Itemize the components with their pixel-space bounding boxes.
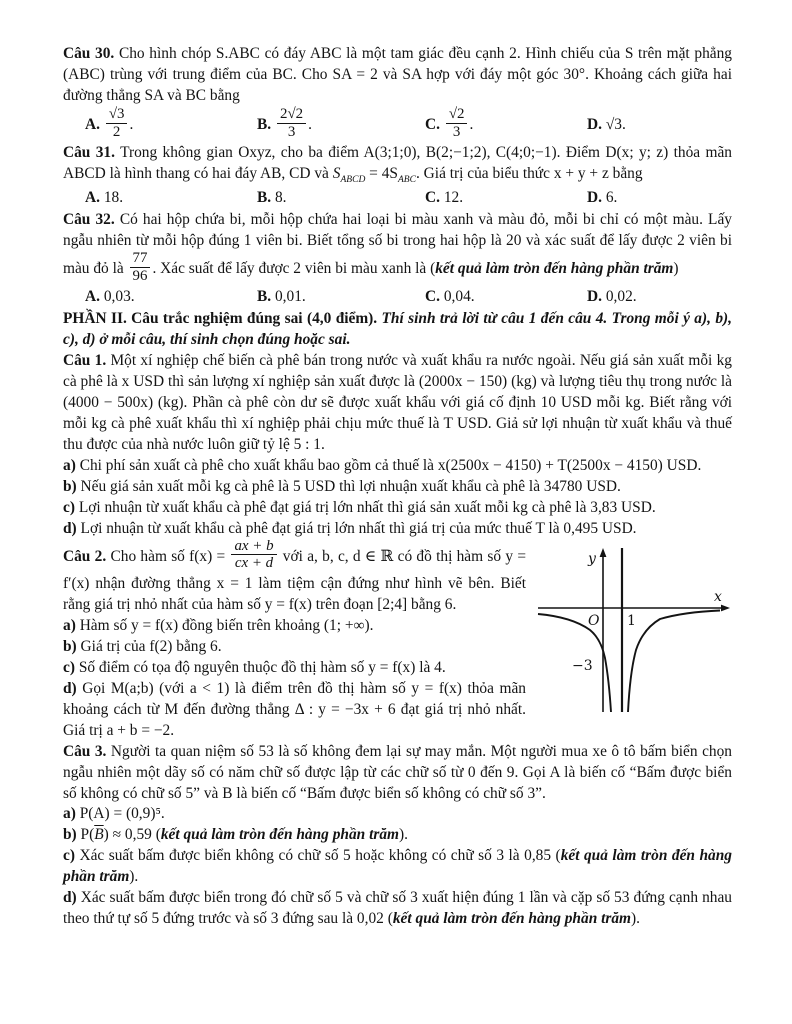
question-2-stem-pre: Cho hàm số f(x) = (110, 547, 230, 565)
fraction: $\frac{√2}{3}$ (446, 106, 468, 140)
x-axis-arrow (721, 604, 730, 611)
option-b-key: B. (257, 115, 272, 133)
fraction: $\frac{2√2}{3}$ (277, 106, 306, 140)
question-31-label: Câu 31. (63, 144, 115, 162)
question-3-item-d: d) Xác suất bấm được biển trong đó chữ số 5 và chữ số 3 xuất hiện đúng 1 lần và cặp số 53 đứng cạnh nhau theo thứ tự số 5 đứng trước và số 3 đứng sau là 0,02 (kết quả làm tròn đến hàng phần trăm). (63, 889, 732, 928)
option-d-key: D. (587, 115, 602, 133)
question-30-label: Câu 30. (63, 45, 115, 62)
question-31-options (85, 188, 732, 209)
question-1 (63, 351, 732, 456)
question-2-item-c: c) Số điểm có tọa độ nguyên thuộc đồ thị hàm số y = f(x) là 4. (63, 658, 446, 676)
question-32-stem-pre: Có hai hộp chứa bi, mỗi hộp chứa hai loại bi màu xanh và màu đỏ, mỗi bi chỉ có một màu. Lấy ngẫu nhiên từ mỗi hộp đúng 1 viên bi. Biết tổng số bi trong hai hộp là 20 và xác suất để lấy được 2 viên bi màu đỏ là (63, 211, 732, 277)
question-32-label: Câu 32. (63, 211, 115, 229)
option-d: D. 0,02. (587, 288, 637, 306)
question-30-stem: Cho hình chóp S.ABC có đáy ABC là một tam giác đều cạnh 2. Hình chiếu của S trên mặt phẳng (ABC) trùng với trung điểm của BC. Cho SA = 2 và SA hợp với đáy một góc 30°. Khoảng cách giữa hai đường thẳng SA và BC bằng (63, 45, 732, 104)
option-d: D. 6. (587, 189, 618, 207)
question-3-item-b: b) $P(\overline{B}) \approx 0,59$ (kết quả làm tròn đến hàng phần trăm). (63, 826, 408, 844)
y-axis-label: y (588, 550, 596, 567)
option-c: C. 0,04. (425, 288, 475, 306)
question-1-stem: Một xí nghiệp chế biến cà phê bán trong nước và xuất khẩu ra nước ngoài. Nếu giá sản xuất mỗi kg cà phê là x USD thì sản lượng xí nghiệp sản xuất được là (2000x − 150) (kg) và lượng tiêu thụ trong nước là (4000 − 500x) (kg). Phần cà phê còn dư sẽ được xuất khẩu với giá cố định 10 USD mỗi kg. Biết rằng với mỗi kg cà phê xuất khẩu thì xí nghiệp phải chịu mức thuế là T USD. Giả sử lợi nhuận từ xuất khẩu và thuế thu được của nhà nước luôn giữ tỷ lệ 5 : 1. (63, 352, 732, 454)
question-2-item-d: d) Gọi M(a;b) (với a < 1) là điểm trên đồ thị hàm số y = f(x) thỏa mãn khoảng cách từ M đến đường thẳng Δ : y = −3x + 6 đạt giá trị nhỏ nhất. Giá trị a + b = −2. (63, 679, 526, 739)
rounding-note: kết quả làm tròn đến hàng phần trăm (435, 259, 674, 277)
b-complement: $\overline{B}$ (94, 826, 104, 844)
question-3-item-c: c) Xác suất bấm được biển không có chữ số 5 hoặc không có chữ số 3 là 0,85 (kết quả làm tròn đến hàng phần trăm). (63, 847, 732, 886)
question-3-item-a: a) P(A) = (0,9)⁵. (63, 805, 165, 823)
part2-header (63, 309, 732, 351)
question-1-item-b: b) Nếu giá sản xuất mỗi kg cà phê là 5 USD thì lợi nhuận xuất khẩu cà phê là 34780 USD. (63, 477, 621, 495)
question-32: Câu 32. Có hai hộp chứa bi, mỗi hộp chứa hai loại bi màu xanh và màu đỏ, mỗi bi chỉ có một màu. Lấy ngẫu nhiên từ mỗi hộp đúng 1 viên bi. Biết tổng số bi trong hai hộp là 20 và xác suất để lấy được 2 viên bi màu đỏ là $\frac{77}{96}$ . Xác suất để lấy được 2 viên bi màu xanh là (kết quả làm tròn đến hàng phần trăm) (63, 211, 732, 284)
y-axis-arrow (600, 548, 607, 557)
option-c-key: C. (425, 115, 440, 133)
option-a: A. 18. (85, 189, 124, 207)
question-2-label: Câu 2. (63, 547, 107, 565)
question-30-options (85, 105, 732, 142)
item-d-text: Xác suất bấm được biển trong đó chữ số 5 và chữ số 3 xuất hiện đúng 1 lần và cặp số 53 đứng cạnh nhau theo thứ tự số 5 đứng trước và số 3 đứng sau là 0,02 ( (63, 889, 732, 928)
question-2-block (63, 537, 732, 742)
question-1-item-a: a) Chi phí sản xuất cà phê cho xuất khẩu bao gồm cả thuế là x(2500x − 4150) + T(2500x − 4150) USD. (63, 456, 702, 474)
question-3 (63, 742, 732, 805)
question-1-label: Câu 1. (63, 352, 107, 370)
question-31-stem-pre: Trong không gian Oxyz, cho ba điểm A(3;1;0), B(2;−1;2), C(4;0;−1). Điểm D(x; y; z) thỏa mãn ABCD là hình thang có hai đáy AB, CD và (63, 144, 732, 183)
option-d (587, 115, 732, 136)
x-axis-label: x (714, 588, 722, 605)
question-2-item-b: b) Giá trị của f(2) bằng 6. (63, 637, 222, 655)
fraction: $\frac{ax + b}{cx + d}$ (231, 538, 276, 572)
function-graph-figure (536, 546, 732, 714)
question-3-label: Câu 3. (63, 742, 107, 760)
rounding-note: kết quả làm tròn đến hàng phần trăm (392, 910, 632, 928)
option-c: C. $\frac{√2}{3}$ . (425, 105, 474, 140)
probability-a: P(A) = (0,9)⁵. (79, 805, 165, 823)
question-2-stem-post: với a, b, c, d ∈ ℝ có đồ thị hàm số y = f′(x) nhận đường thẳng x = 1 làm tiệm cận đứng như hình vẽ bên. Biết rằng giá trị nhỏ nhất của hàm số y = f(x) trên đoạn [2;4] bằng 6. (63, 547, 526, 614)
origin-label: O (588, 612, 600, 629)
question-32-options (85, 287, 732, 308)
option-a: A. 0,03. (85, 288, 135, 306)
probability-b: $P(\overline{B}) \approx 0,59$ ( (80, 826, 161, 844)
part2-header-italic: Thí sinh trả lời từ câu 1 đến câu 4. Trong mỗi ý a), b), c), d) ở mỗi câu, thí sinh chọn đúng hoặc sai. (63, 310, 732, 349)
option-a: A. $\frac{√3}{2}$ . (85, 105, 134, 140)
question-31-stem-post: . Giá trị của biểu thức x + y + z bằng (415, 165, 643, 183)
question-1-item-d: d) Lợi nhuận từ xuất khẩu cà phê đạt giá trị lớn nhất thì giá trị của mức thuế T là 0,495 USD. (63, 519, 637, 537)
curve-right-branch (628, 610, 720, 712)
option-c: C. 12. (425, 189, 464, 207)
rounding-note: kết quả làm tròn đến hàng phần trăm (160, 826, 400, 844)
question-2-item-a: a) Hàm số y = f(x) đồng biến trên khoảng (1; +∞). (63, 617, 374, 635)
part2-header-bold: PHẦN II. Câu trắc nghiệm đúng sai (4,0 điểm). (63, 310, 382, 328)
fraction: $\frac{√3}{2}$ (106, 106, 128, 140)
fraction: $\frac{77}{96}$ (130, 250, 151, 284)
option-b: B. $\frac{2√2}{3}$ . (257, 105, 312, 140)
question-30 (63, 44, 732, 107)
question-31 (63, 143, 732, 187)
option-b: B. 8. (257, 189, 287, 207)
item-c-text: Xác suất bấm được biển không có chữ số 5 hoặc không có chữ số 3 là 0,85 ( (79, 847, 561, 865)
rounding-note: kết quả làm tròn đến hàng phần trăm (63, 847, 732, 886)
option-a-key: A. (85, 115, 100, 133)
area-equation: $S_{ABCD} = 4S_{ABC}$ (332, 165, 416, 186)
question-3-stem: Người ta quan niệm số 53 là số không đem lại sự may mắn. Một người mua xe ô tô bấm biển chọn ngẫu nhiên một dãy số có năm chữ số được lập từ các chữ số từ 0 đến 9. Gọi A là biến cố “Bấm được biển số không có chữ số 5” và B là biến cố “Bấm được biển số không có chữ số 3”. (63, 742, 732, 802)
option-d-value: √3. (605, 115, 626, 133)
option-b: B. 0,01. (257, 288, 306, 306)
y-tick-minus3: −3 (572, 657, 593, 674)
question-1-item-c: c) Lợi nhuận từ xuất khẩu cà phê đạt giá trị lớn nhất thì giá sản xuất mỗi kg cà phê là 3,83 USD. (63, 498, 656, 516)
x-tick-1: 1 (627, 612, 636, 629)
question-32-stem-post: . Xác suất để lấy được 2 viên bi màu xanh là ( (152, 259, 436, 277)
